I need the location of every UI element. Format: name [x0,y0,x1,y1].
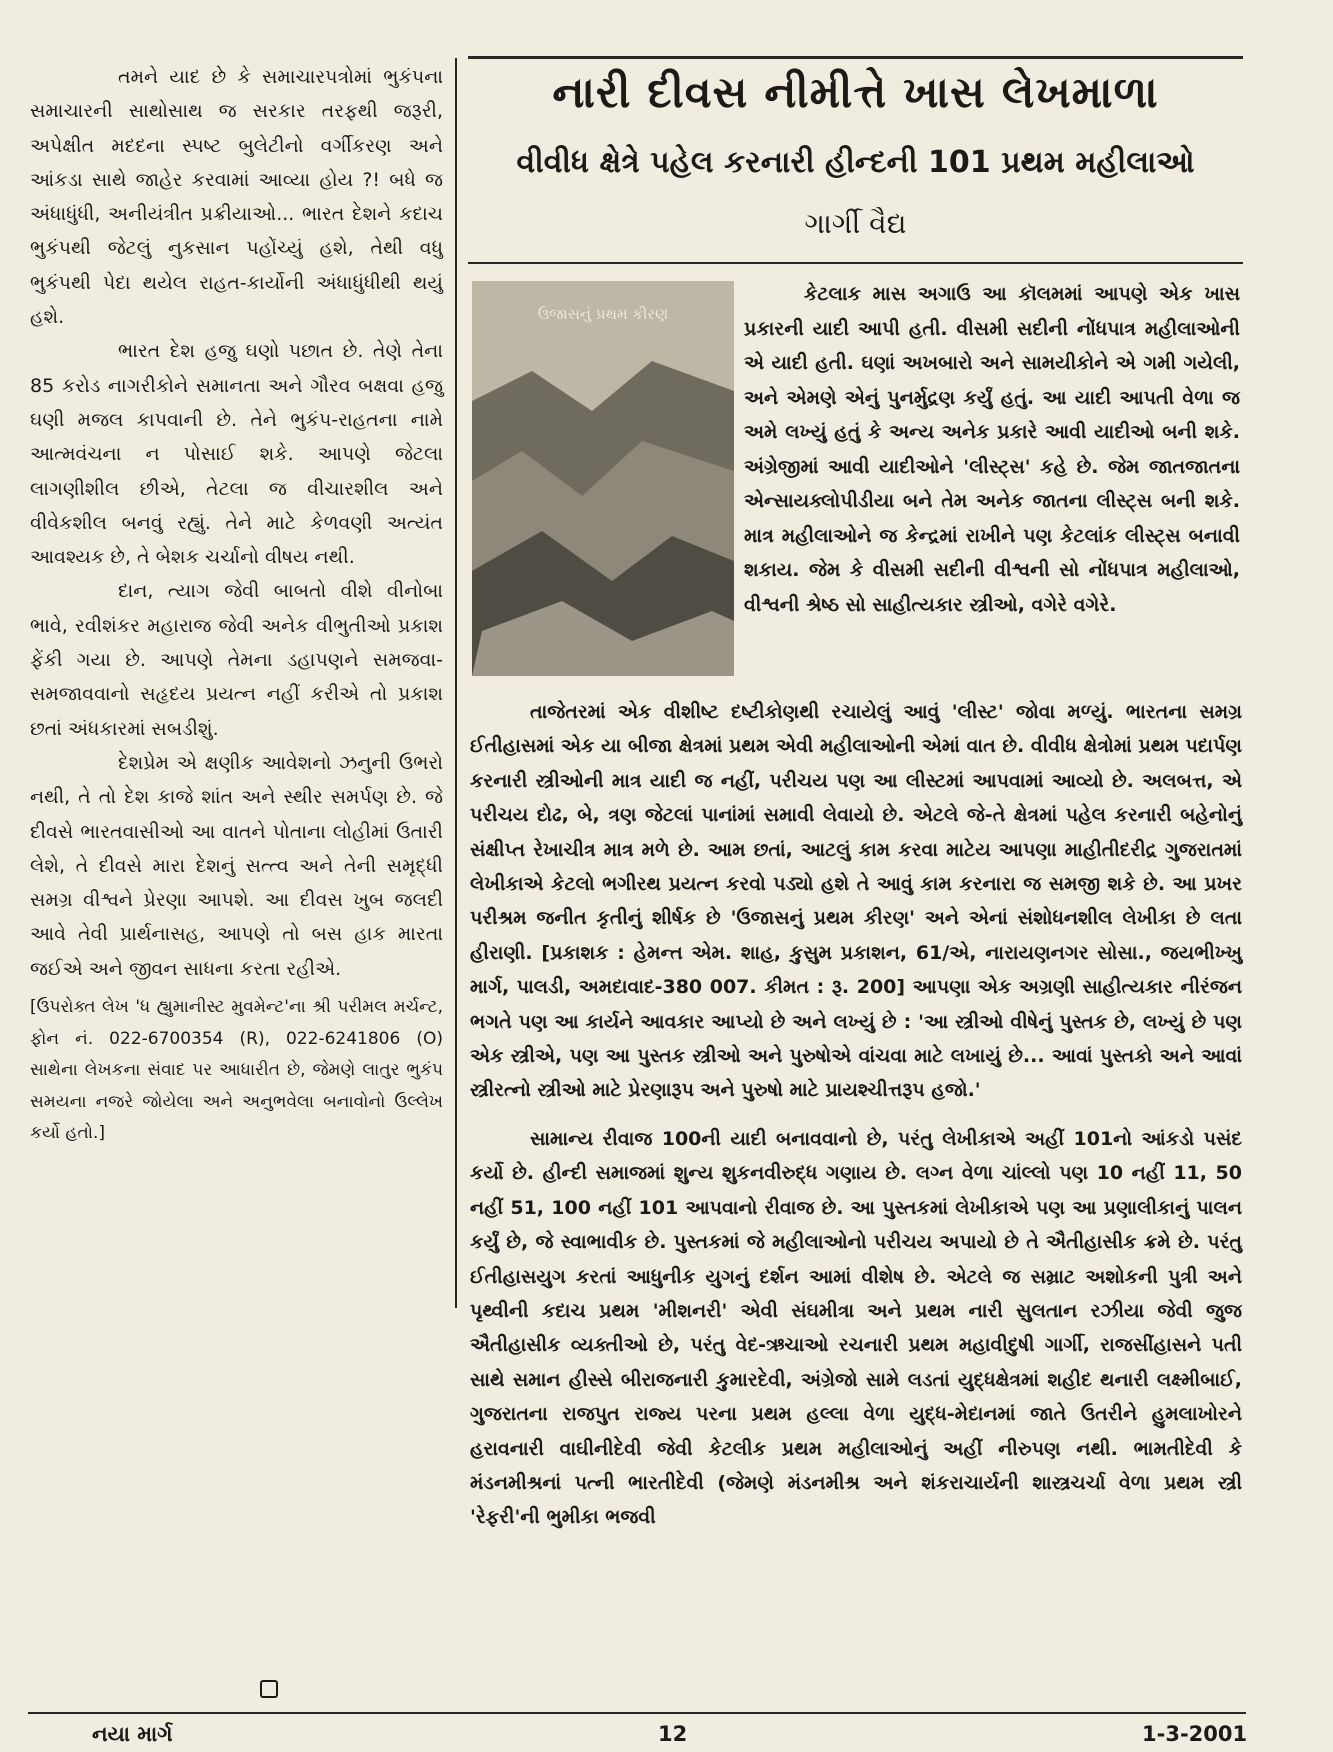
article-subheadline: વીવીધ ક્ષેત્રે પહેલ કરનારી હીન્દની 101 પ્રથમ મહીલાઓ [516,145,1195,180]
footer-rule [28,1712,1246,1714]
mountain-illustration [472,281,734,676]
header-bottom-rule [468,262,1243,264]
issue-date: 1-3-2001 [1142,1722,1248,1746]
left-paragraph-2: ભારત દેશ હજુ ઘણો પછાત છે. તેણે તેના 85 કરોડ નાગરીકોને સમાનતા અને ગૌરવ બક્ષવા હજુ ઘણી મજલ કાપવાની છે. તેને ભુકંપ-રાહતના નામે આત્મવંચના ન પોસાઈ શકે. આપણે જેટલા લાગણીશીલ છીએ, તેટલા જ વીચારશીલ અને વીવેકશીલ બનવું રહ્યું. તેને માટે કેળવણી અત્યંત આવશ્યક છે, તે બેશક ચર્ચાનો વીષય નથી. [30,340,443,569]
intro-paragraph: કેટલાક માસ અગાઉ આ કૉલમમાં આપણે એક ખાસ પ્રકારની યાદી આપી હતી. વીસમી સદીની નોંધપાત્ર મહીલાઓની એ યાદી હતી. ઘણાં અખબારો અને સામયીકોને એ ગમી ગયેલી, અને એમણે એનું પુનર્મુદ્રણ કર્યું હતું. આ યાદી આપતી વેળા જ અમે લખ્યું હતું કે અન્ય અનેક પ્રકારે આવી યાદીઓ બની શકે. અંગ્રેજીમાં આવી યાદીઓને 'લીસ્ટ્સ' કહે છે. જેમ જાતજાતના એન્સાયક્લોપીડીયા બને તેમ અનેક જાતના લીસ્ટ્સ બની શકે. માત્ર મહીલાઓને જ કેન્દ્રમાં રાખીને પણ કેટલાંક લીસ્ટ્સ બનાવી શકાય. જેમ કે વીસમી સદીની વીશ્વની સો નોંધપાત્ર મહીલાઓ, વીશ્વની શ્રેષ્ઠ સો સાહીત્યકાર સ્ત્રીઓ, વગેરે વગેરે. [744,283,1240,616]
body-paragraph-2: સામાન્ય રીવાજ 100ની યાદી બનાવવાનો છે, પરંતુ લેખીકાએ અહીં 101નો આંકડો પસંદ કર્યો છે. હીન્દી સમાજમાં શુન્ય શુકનવીરુદ્ધ ગણાય છે. લગ્ન વેળા ચાંલ્લો પણ 10 નહીં 11, 50 નહીં 51, 100 નહીં 101 આપવાનો રીવાજ છે. આ પુસ્તકમાં લેખીકાએ પણ આ પ્રણાલીકાનું પાલન કર્યું છે, જે સ્વાભાવીક છે. પુસ્તકમાં જે મહીલાઓનો પરીચય અપાયો છે તે ઐતીહાસીક ક્રમે છે. પરંતુ ઈતીહાસયુગ કરતાં આધુનીક યુગનું દર્શન આમાં વીશેષ છે. એટલે જ સમ્રાટ અશોકની પુત્રી અને પૃથ્વીની કદાચ પ્રથમ 'મીશનરી' એવી સંઘમીત્રા અને પ્રથમ નારી સુલતાન રઝીયા જેવી જુજ ઐતીહાસીક વ્યક્તીઓ છે, પરંતુ વેદ-ઋચાઓ રચનારી પ્રથમ મહાવીદુષી ગાર્ગી, રાજસીંહાસને પતી સાથે સમાન હીસ્સે બીરાજનારી કુમારદેવી, અંગ્રેજો સામે લડતાં યુદ્ધક્ષેત્રમાં શહીદ થનારી લક્ષ્મીબાઈ, ગુજરાતના રાજપુત રાજ્ય પરના પ્રથમ હલ્લા વેળા યુદ્ધ-મેદાનમાં જાતે ઉતરીને હુમલાખોરને હરાવનારી વાઘીનીદેવી જેવી કેટલીક પ્રથમ મહીલાઓનું અહીં નીરુપણ નથી. ભામતીદેવી કે મંડનમીશ્રનાં પત્ની ભારતીદેવી (જેમણે મંડનમીશ્ર અને શંકરાચાર્યની શાસ્ત્રચર્ચા વેળા પ્રથમ સ્ત્રી 'રેફરી'ની ભુમીકા ભજવી [470,1127,1242,1529]
left-paragraph-1: તમને યાદ છે કે સમાચારપત્રોમાં ભુકંપના સમાચારની સાથોસાથ જ સરકાર તરફથી જરૂરી, અપેક્ષીત મદદના સ્પષ્ટ બુલેટીનો વર્ગીકરણ અને આંકડા સાથે જાહેર કરવામાં આવ્યા હોય ?! બધે જ અંધાધુંધી, અનીયંત્રીત પ્રક્રીયાઓ... ભારત દેશને કદાચ ભુકંપથી જેટલું નુકસાન પહોંચ્યું હશે, તેથી વધુ ભુકંપથી પેદા થયેલ રાહત-કાર્યોની અંધાધુંધીથી થયું હશે. [30,66,443,329]
article-headline: નારી દીવસ નીમીત્તે ખાસ લેખમાળા [552,68,1159,118]
left-paragraph-4: દેશપ્રેમ એ ક્ષણીક આવેશનો ઝનુની ઉભરો નથી, તે તો દેશ કાજે શાંત અને સ્થીર સમર્પણ છે. જે દીવસે ભારતવાસીઓ આ વાતને પોતાના લોહીમાં ઉતારી લેશે, તે દીવસે મારા દેશનું સત્ત્વ અને તેની સમૃદ્ધી સમગ્ર વીશ્વને પ્રેરણા આપશે. આ દીવસ ખુબ જલદી આવે તેવી પ્રાર્થનાસહ, આપણે તો બસ હાક મારતા જઈએ અને જીવન સાધના કરતા રહીએ. [30,751,443,980]
left-column [30,60,443,1150]
header-top-rule [468,56,1243,59]
source-note: [ઉપરોક્ત લેખ 'ધ હ્યુમાનીસ્ટ મુવમેન્ટ'ના શ્રી પરીમલ મર્ચન્ટ, ફોન નં. 022-6700354 (R), 022-6241806 (O) સાથેના લેખકના સંવાદ પર આધારીત છે, જેમણે લાતુર ભુકંપ સમયના નજરે જોયેલા અને અનુભવેલા બનાવોનો ઉલ્લેખ કર્યો હતો.] [30,997,443,1144]
article-byline: ગાર્ગી વૈદ્ય [804,207,907,240]
left-paragraph-3: દાન, ત્યાગ જેવી બાબતો વીશે વીનોબા ભાવે, રવીશંકર મહારાજ જેવી અનેક વીભુતીઓ પ્રકાશ ફેંકી ગયા છે. આપણે તેમના ડહાપણને સમજવા-સમજાવવાનો સહૃદય પ્રયત્ન નહીં કરીએ તો પ્રકાશ છતાં અંધકારમાં સબડીશું. [30,580,443,740]
end-of-article-mark [260,1680,278,1698]
column-divider [455,58,457,1308]
publication-name: નયા માર્ગ [92,1722,173,1746]
page-number: 12 [658,1722,688,1746]
cover-title: ઉજાસનું પ્રથમ કીરણ [537,305,669,323]
book-cover-photo [472,281,734,676]
body-paragraph-1: તાજેતરમાં એક વીશીષ્ટ દષ્ટીકોણથી રચાયેલું આવું 'લીસ્ટ' જોવા મળ્યું. ભારતના સમગ્ર ઈતીહાસમાં એક યા બીજા ક્ષેત્રમાં પ્રથમ એવી મહીલાઓની એમાં વાત છે. વીવીધ ક્ષેત્રોમાં પ્રથમ પદાર્પણ કરનારી સ્ત્રીઓની માત્ર યાદી જ નહીં, પરીચય પણ આ લીસ્ટમાં આપવામાં આવ્યો છે. અલબત્ત, એ પરીચય દોઢ, બે, ત્રણ જેટલાં પાનાંમાં સમાવી લેવાયો છે. એટલે જે-તે ક્ષેત્રમાં પહેલ કરનારી બહેનોનું સંક્ષીપ્ત રેખાચીત્ર માત્ર મળે છે. આમ છતાં, આટલું કામ કરવા માટેય આપણા માહીતીદરીદ્ર ગુજરાતમાં લેખીકાએ કેટલો ભગીરથ પ્રયત્ન કરવો પડ્યો હશે તે આવું કામ કરનારા જ સમજી શકે છે. આ પ્રખર પરીશ્રમ જનીત કૃતીનું શીર્ષક છે 'ઉજાસનું પ્રથમ કીરણ' અને એનાં સંશોધનશીલ લેખીકા છે લતા હીરાણી. [પ્રકાશક : હેમન્ત એમ. શાહ, કુસુમ પ્રકાશન, 61/એ, નારાયણનગર સોસા., જયભીખ્ખુ માર્ગ, પાલડી, અમદાવાદ-380 007. કીમત : રૂ. 200] આપણા એક અગ્રણી સાહીત્યકાર નીરંજન ભગતે પણ આ કાર્યને આવકાર આપ્યો છે અને લખ્યું છે : 'આ સ્ત્રીઓ વીષેનું પુસ્તક છે, લખ્યું છે પણ એક સ્ત્રીએ, પણ આ પુસ્તક સ્ત્રીઓ અને પુરુષોએ વાંચવા માટે લખાયું છે... આવાં પુસ્તકો અને આવાં સ્ત્રીરત્નો સ્ત્રીઓ માટે પ્રેરણારૂપ અને પુરુષો માટે પ્રાયશ્ચીત્તરૂપ હજો.' [470,701,1242,1102]
intro-text [744,277,1240,622]
article-body [470,695,1242,1535]
